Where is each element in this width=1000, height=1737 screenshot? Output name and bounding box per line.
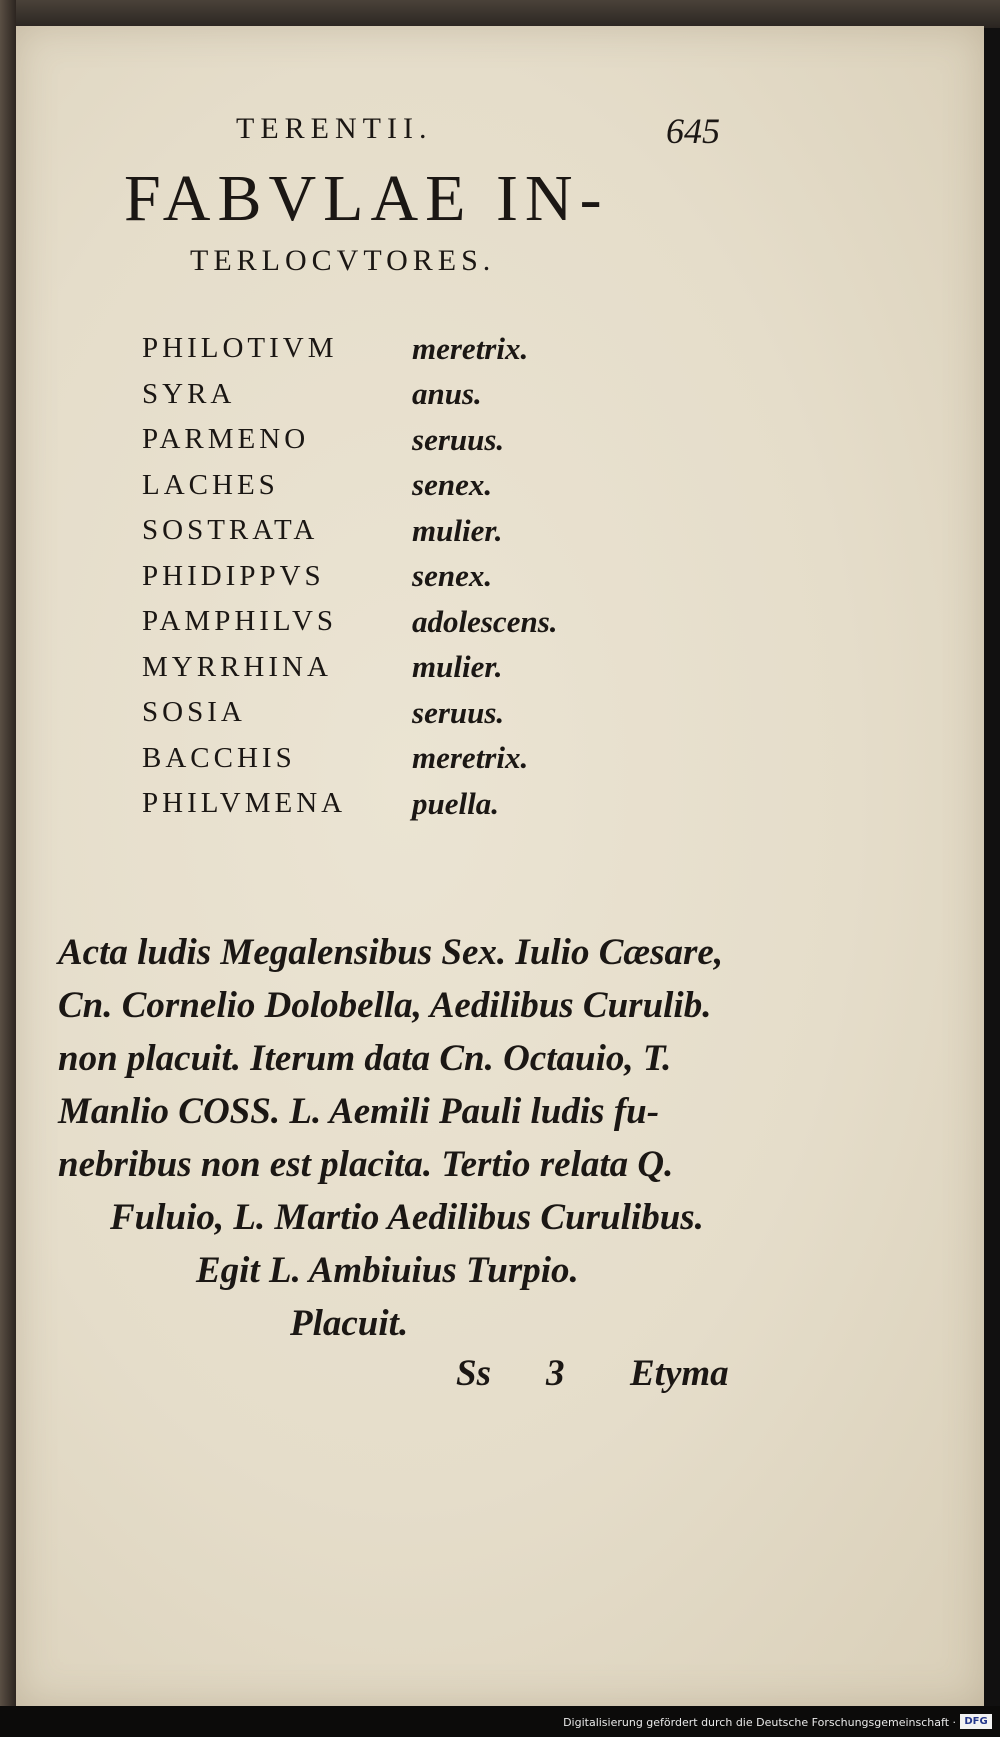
person-role: mulier.	[412, 512, 503, 548]
person-row	[142, 508, 662, 554]
person-role: puella.	[412, 785, 499, 821]
notice-line: non placuit. Iterum data Cn. Octauio, T.	[58, 1038, 672, 1079]
person-row	[142, 690, 662, 736]
person-name: SYRA	[142, 377, 236, 410]
person-row	[142, 736, 662, 782]
person-role: adolescens.	[412, 603, 558, 639]
person-role: mulier.	[412, 649, 503, 685]
person-role: seruus.	[412, 694, 505, 730]
dramatis-personae-list	[142, 326, 662, 827]
person-row	[142, 645, 662, 691]
person-name: LACHES	[142, 468, 279, 501]
person-name: SOSTRATA	[142, 514, 319, 547]
person-role: seruus.	[412, 421, 505, 457]
notice-line: Fuluio, L. Martio Aedilibus Curulibus.	[110, 1197, 704, 1238]
funding-credit: Digitalisierung gefördert durch die Deutsche Forschungsgemeinschaft ·	[563, 1716, 956, 1729]
book-page	[16, 26, 984, 1706]
title-line-1: FABVLAE IN-	[124, 162, 609, 235]
book-board-top	[0, 0, 1000, 28]
person-name: PARMENO	[142, 423, 310, 456]
notice-line: Manlio COSS. L. Aemili Pauli ludis fu-	[58, 1091, 660, 1132]
person-name: BACCHIS	[142, 741, 296, 774]
person-row	[142, 372, 662, 418]
signature-number: 3	[546, 1353, 565, 1394]
page-number: 645	[666, 111, 720, 151]
book-spine-edge	[0, 0, 16, 1737]
notice-line: nebribus non est placita. Tertio relata Q.	[58, 1144, 674, 1185]
person-role: anus.	[412, 376, 482, 412]
person-role: senex.	[412, 467, 493, 503]
person-name: SOSIA	[142, 696, 246, 729]
person-row	[142, 326, 662, 372]
person-row	[142, 554, 662, 600]
person-name: PAMPHILVS	[142, 605, 338, 638]
person-role: senex.	[412, 558, 493, 594]
person-name: PHIDIPPVS	[142, 559, 325, 592]
person-name: PHILOTIVM	[142, 332, 338, 365]
dfg-logo: DFG	[960, 1714, 992, 1729]
person-name: MYRRHINA	[142, 650, 332, 683]
person-row	[142, 599, 662, 645]
notice-line: Egit L. Ambiuius Turpio.	[196, 1250, 579, 1291]
catchword: Etyma	[630, 1353, 729, 1394]
notice-line: Cn. Cornelio Dolobella, Aedilibus Curulib.	[58, 985, 712, 1026]
title-line-2: TERLOCVTORES.	[190, 244, 496, 277]
person-row	[142, 417, 662, 463]
person-name: PHILVMENA	[142, 787, 347, 820]
notice-line: Placuit.	[290, 1303, 409, 1344]
person-role: meretrix.	[412, 740, 529, 776]
running-head: TERENTII.	[236, 112, 433, 145]
person-row	[142, 781, 662, 827]
notice-line: Acta ludis Megalensibus Sex. Iulio Cæsare,	[58, 932, 724, 973]
signature-mark: Ss	[456, 1353, 491, 1394]
person-role: meretrix.	[412, 330, 529, 366]
person-row	[142, 463, 662, 509]
